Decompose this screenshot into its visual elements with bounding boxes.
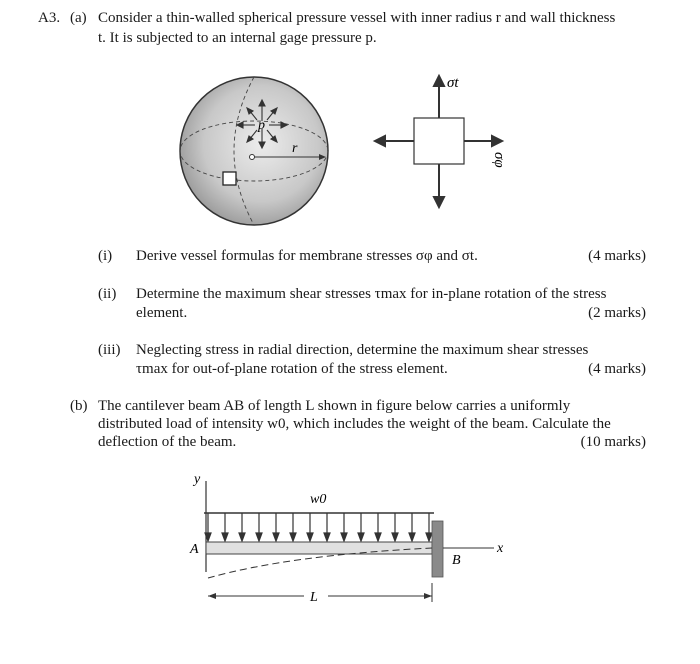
load-arrows [205, 513, 432, 541]
label-b: B [452, 553, 461, 568]
sub-ii-line-2: element. [136, 305, 188, 321]
sigma-phi-label: σφ [491, 152, 507, 168]
part-b-label: (b) [70, 398, 88, 414]
part-b-line-3: deflection of the beam. [98, 434, 237, 450]
question-number: A3. [38, 10, 61, 26]
sub-i-text: Derive vessel formulas for membrane stresses σφ and σt. [136, 248, 478, 264]
sub-iii-line-2: τmax for out-of-plane rotation of the stress element. [136, 361, 448, 377]
y-axis-label: y [194, 472, 201, 487]
part-b-line-2: distributed load of intensity w0, which includes the weight of the beam. Calculate the [98, 416, 611, 432]
pressure-label: p [258, 118, 265, 133]
sub-ii-line-1: Determine the maximum shear stresses τmax for in-plane rotation of the stress [136, 286, 607, 302]
x-axis-label: x [497, 541, 504, 556]
sigma-t-label: σt [447, 75, 459, 91]
sub-i-marks: (4 marks) [588, 248, 646, 264]
label-a: A [190, 542, 199, 557]
beam-body [206, 542, 432, 554]
part-b-line-1: The cantilever beam AB of length L shown in figure below carries a uniformly [98, 398, 571, 414]
intro-line-1: Consider a thin-walled spherical pressure vessel with inner radius r and wall thickness [98, 10, 616, 26]
sub-ii-marks: (2 marks) [588, 305, 646, 321]
sub-iii-number: (iii) [98, 342, 121, 358]
sub-i-number: (i) [98, 248, 113, 264]
part-a-label: (a) [70, 10, 87, 26]
wall-support [432, 521, 443, 577]
intro-line-2: t. It is subjected to an internal gage pressure p. [98, 30, 377, 46]
load-label: w0 [310, 492, 327, 507]
sub-ii-number: (ii) [98, 286, 117, 302]
sub-iii-line-1: Neglecting stress in radial direction, determine the maximum shear stresses [136, 342, 589, 358]
part-b-marks: (10 marks) [580, 434, 646, 450]
sub-iii-marks: (4 marks) [588, 361, 646, 377]
length-label: L [310, 590, 318, 605]
radius-label: r [292, 141, 298, 156]
